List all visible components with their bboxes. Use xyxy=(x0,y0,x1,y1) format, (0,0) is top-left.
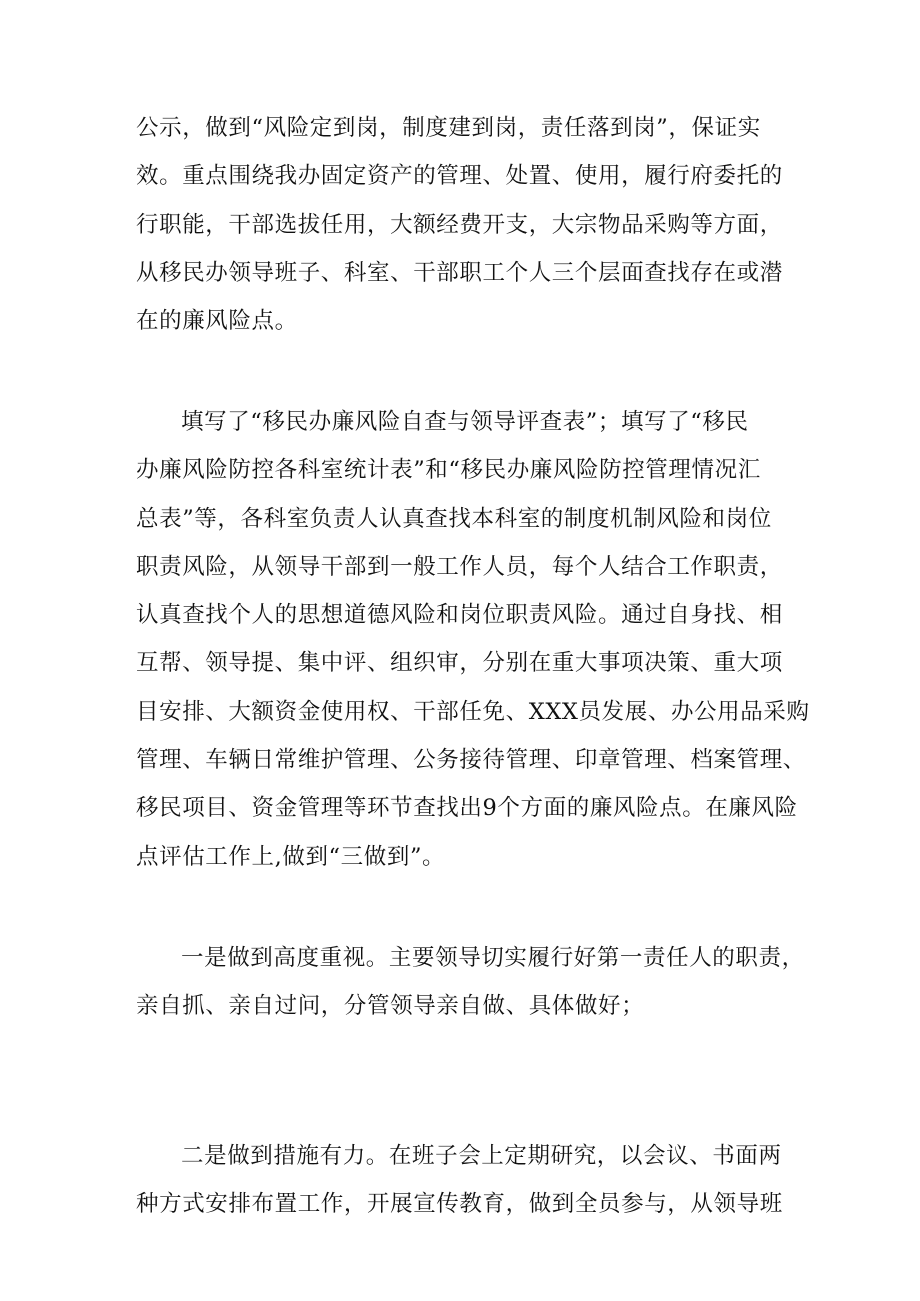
text-line: 点评估工作上,做到“三做到”。 xyxy=(136,843,446,870)
text-line: 办廉风险防控各科室统计表”和“移民办廉风险防控管理情况汇 xyxy=(136,457,761,484)
text-line: 种方式安排布置工作，开展宣传教育，做到全员参与，从领导班 xyxy=(136,1191,783,1218)
text-line: 目安排、大额资金使用权、干部任免、XXX员发展、办公用品采购 xyxy=(136,698,810,725)
paragraph-3 xyxy=(136,934,805,1031)
text-line: 亲自抓、亲自过问，分管领导亲自做、具体做好； xyxy=(136,993,645,1020)
text-line: 移民项目、资金管理等环节查找出9个方面的廉风险点。在廉风险 xyxy=(136,795,798,822)
text-line: 总表”等，各科室负责人认真查找本科室的制度机制风险和岗位 xyxy=(136,505,772,532)
text-line: 行职能，干部选拔任用，大额经费开支，大宗物品采购等方面， xyxy=(136,211,783,238)
text-line: 管理、车辆日常维护管理、公务接待管理、印章管理、档案管理、 xyxy=(136,747,806,774)
text-line: 从移民办领导班子、科室、干部职工个人三个层面查找存在或潜 xyxy=(136,259,783,286)
paragraph-4 xyxy=(136,1132,796,1229)
text-line: 效。重点围绕我办固定资产的管理、处置、使用，履行府委托的 xyxy=(136,163,783,190)
text-line: 一是做到高度重视。主要领导切实履行好第一责任人的职责， xyxy=(181,945,805,971)
text-line: 认真查找个人的思想道德风险和岗位职责风险。通过自身找、相 xyxy=(136,602,783,629)
text-line: 职责风险，从领导干部到一般工作人员，每个人结合工作职责， xyxy=(136,553,783,580)
text-line: 二是做到措施有力。在班子会上定期研究，以会议、书面两 xyxy=(181,1143,782,1169)
text-line: 填写了“移民办廉风险自查与领导评查表”；填写了“移民 xyxy=(181,409,749,435)
text-line: 互帮、领导提、集中评、组织审，分别在重大事项决策、重大项 xyxy=(136,650,783,677)
paragraph-1 xyxy=(136,104,796,345)
text-line: 在的廉风险点。 xyxy=(136,308,298,335)
text-line: 公示，做到“风险定到岗，制度建到岗，责任落到岗”，保证实 xyxy=(136,115,761,141)
paragraph-2 xyxy=(136,398,810,881)
